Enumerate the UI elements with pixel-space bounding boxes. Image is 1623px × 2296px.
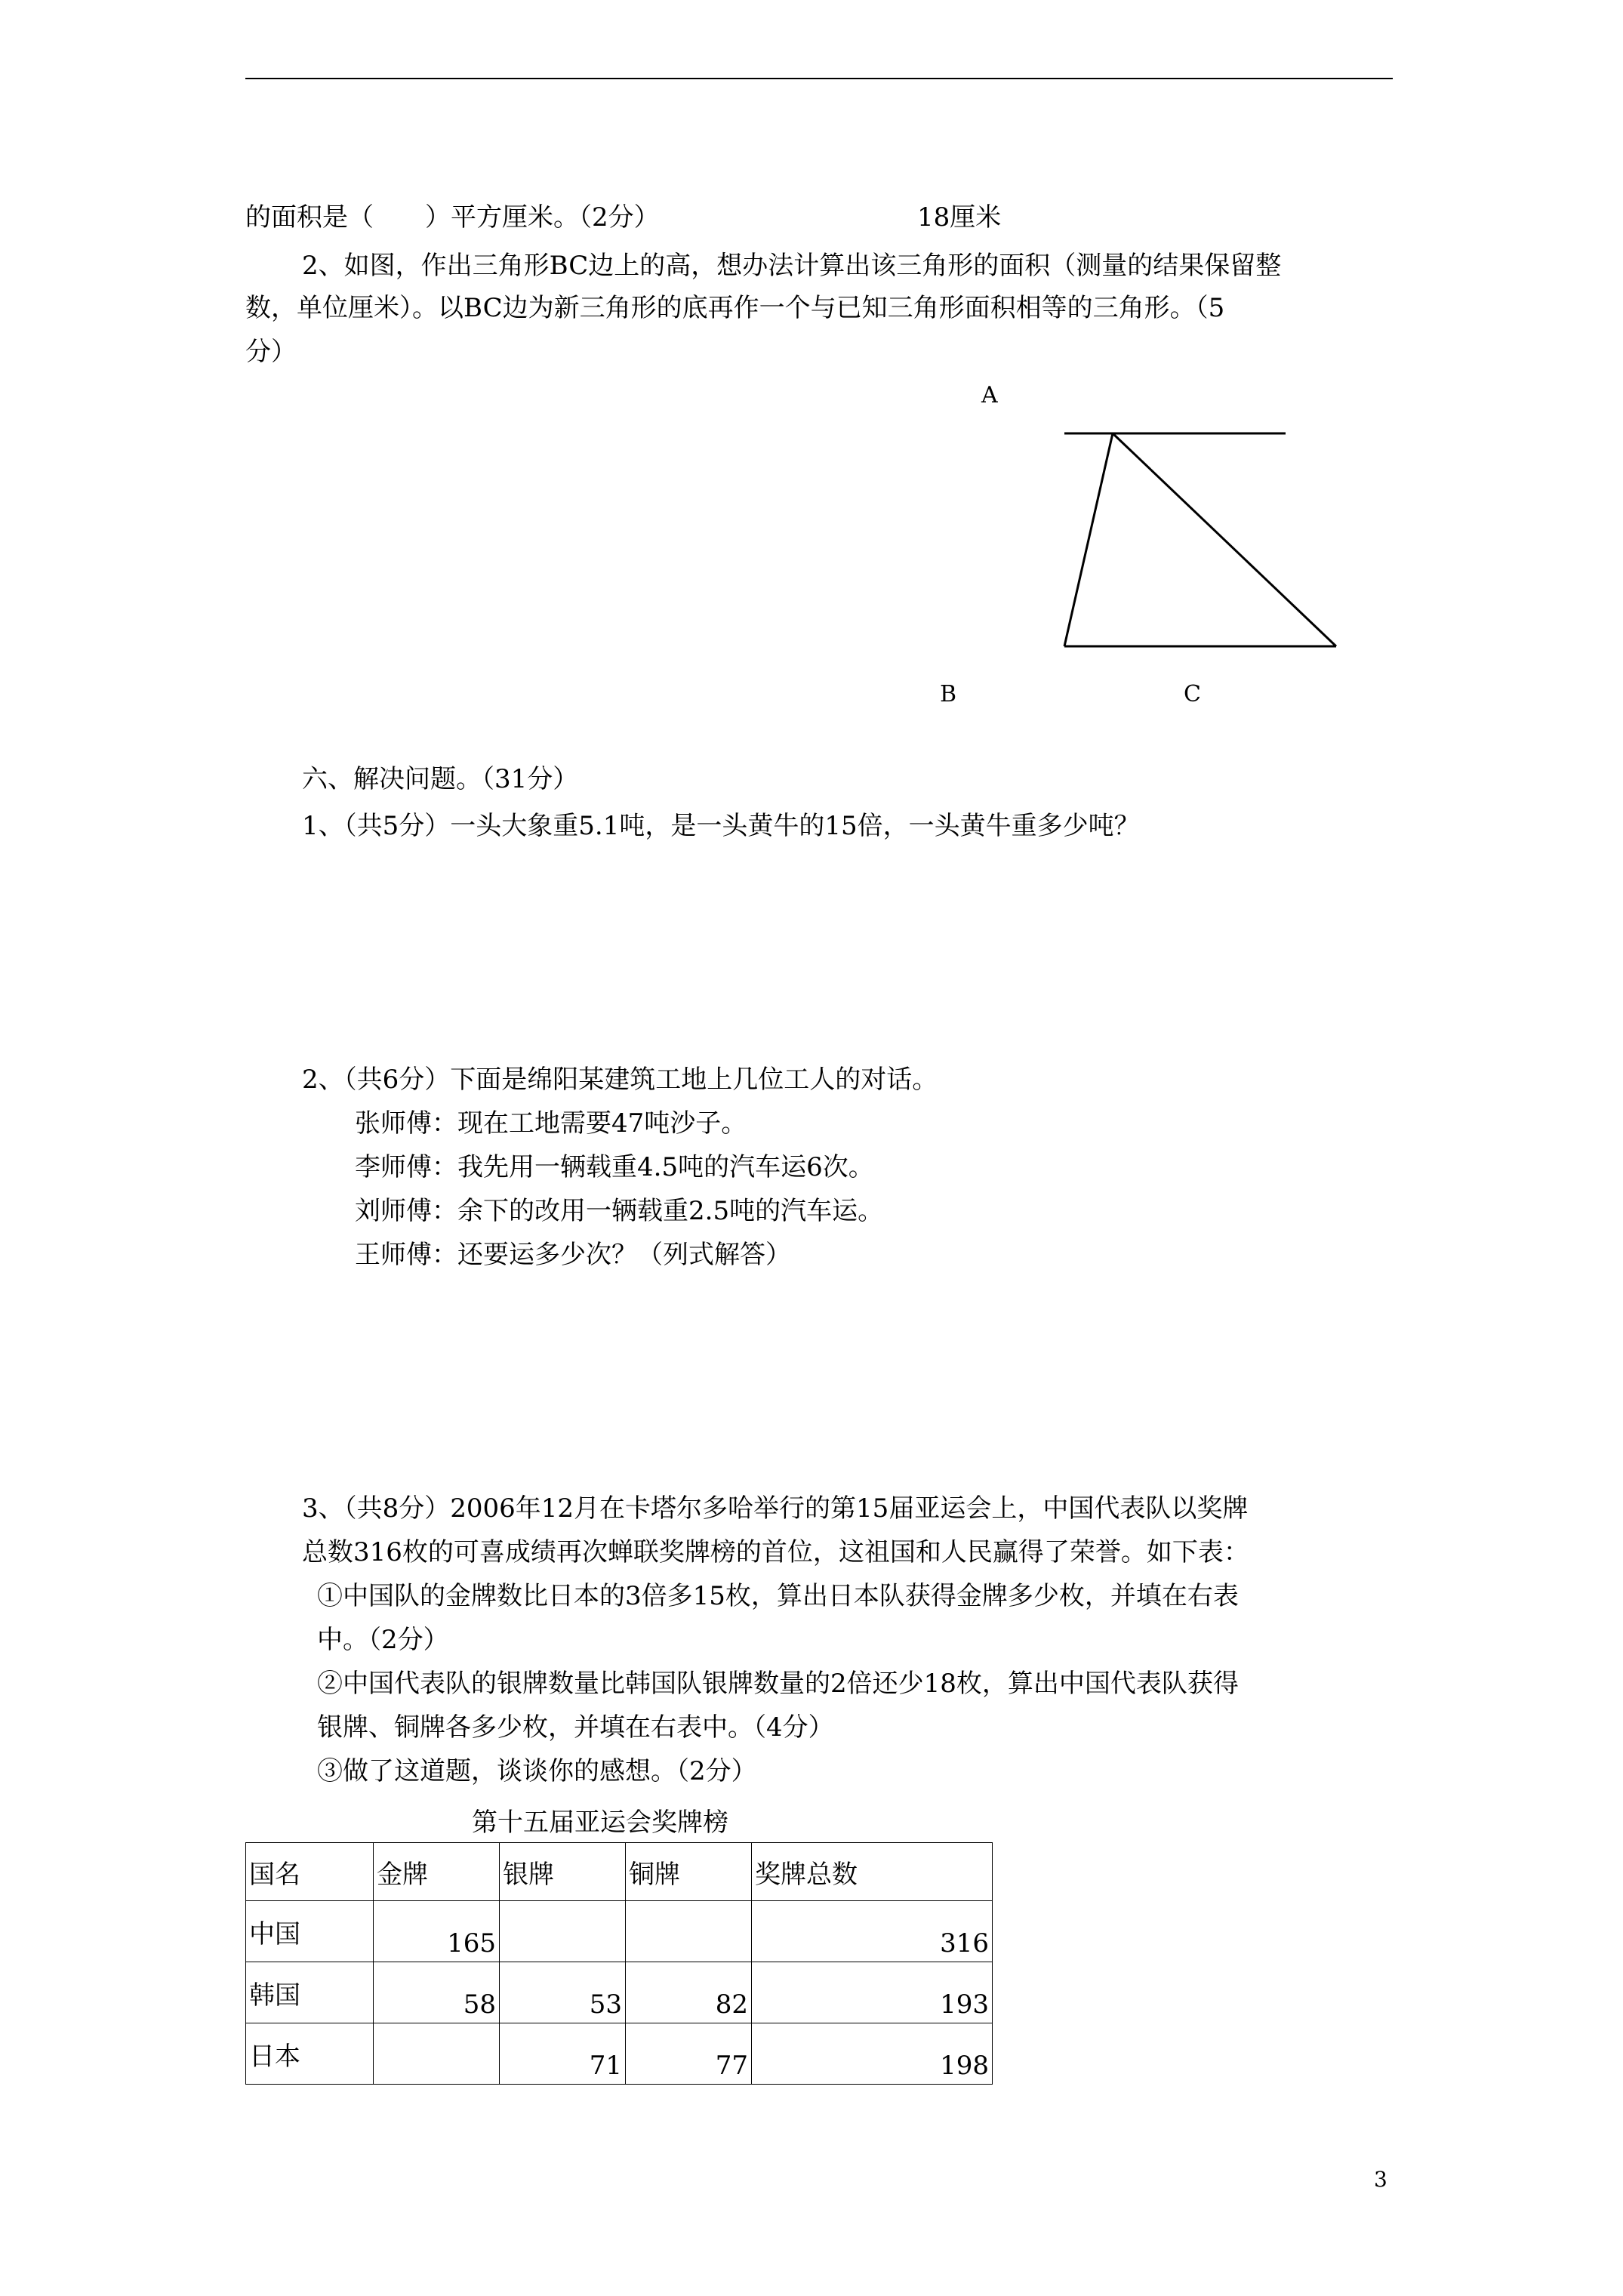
problem-3-part-1-line-2: 中。（2分） bbox=[317, 1625, 449, 1655]
header-country: 国名 bbox=[246, 1843, 374, 1901]
table-row bbox=[246, 1901, 993, 1962]
cell-country: 中国 bbox=[246, 1901, 374, 1962]
dialogue-wang: 王师傅：还要运多少次？（列式解答） bbox=[355, 1240, 791, 1270]
cell-silver[interactable] bbox=[500, 1901, 626, 1962]
problem-3-part-2-line-2: 银牌、铜牌各多少枚，并填在右表中。（4分） bbox=[317, 1712, 834, 1743]
problem-3-line-2: 总数316枚的可喜成绩再次蝉联奖牌榜的首位，这祖国和人民赢得了荣誉。如下表： bbox=[302, 1537, 1249, 1567]
question-2-line-1: 2、如图，作出三角形BC边上的高，想办法计算出该三角形的面积（测量的结果保留整 bbox=[302, 251, 1282, 281]
cell-bronze[interactable] bbox=[626, 1901, 752, 1962]
triangle-side-ac bbox=[1113, 433, 1336, 646]
header-total: 奖牌总数 bbox=[752, 1843, 993, 1901]
problem-3-part-1-line-1: ①中国队的金牌数比日本的3倍多15枚，算出日本队获得金牌多少枚，并填在右表 bbox=[317, 1581, 1239, 1611]
cell-country: 韩国 bbox=[246, 1962, 374, 2023]
table-row bbox=[246, 2023, 993, 2085]
section-6-heading: 六、解决问题。（31分） bbox=[302, 764, 579, 794]
cell-total: 193 bbox=[752, 1962, 993, 2023]
cell-gold: 58 bbox=[374, 1962, 500, 2023]
medal-table-title: 第十五届亚运会奖牌榜 bbox=[472, 1808, 728, 1838]
header-bronze: 铜牌 bbox=[626, 1843, 752, 1901]
dialogue-zhang: 张师傅：现在工地需要47吨沙子。 bbox=[355, 1108, 747, 1139]
header-rule bbox=[245, 78, 1393, 79]
vertex-label-b: B bbox=[940, 681, 957, 707]
problem-3-part-3: ③做了这道题，谈谈你的感想。（2分） bbox=[317, 1756, 757, 1786]
cell-bronze: 82 bbox=[626, 1962, 752, 2023]
cell-silver: 53 bbox=[500, 1962, 626, 2023]
question-2-line-3: 分） bbox=[245, 337, 297, 367]
problem-3-line-1: 3、（共8分）2006年12月在卡塔尔多哈举行的第15届亚运会上，中国代表队以奖牌 bbox=[302, 1493, 1249, 1524]
cell-gold: 165 bbox=[374, 1901, 500, 1962]
dialogue-liu: 刘师傅：余下的改用一辆载重2.5吨的汽车运。 bbox=[355, 1196, 884, 1226]
length-label-18cm: 18厘米 bbox=[917, 202, 1002, 233]
header-gold: 金牌 bbox=[374, 1843, 500, 1901]
vertex-label-a: A bbox=[981, 382, 998, 408]
cell-bronze: 77 bbox=[626, 2023, 752, 2085]
cell-silver: 71 bbox=[500, 2023, 626, 2085]
problem-2: 2、（共6分）下面是绵阳某建筑工地上几位工人的对话。 bbox=[302, 1065, 938, 1095]
header-silver: 银牌 bbox=[500, 1843, 626, 1901]
cell-gold[interactable] bbox=[374, 2023, 500, 2085]
dialogue-li: 李师傅：我先用一辆载重4.5吨的汽车运6次。 bbox=[355, 1152, 874, 1182]
question-2-line-2: 数，单位厘米）。以BC边为新三角形的底再作一个与已知三角形面积相等的三角形。（5 bbox=[245, 293, 1225, 323]
fragment-area-line: 的面积是（ ）平方厘米。（2分） bbox=[245, 202, 660, 233]
page-number: 3 bbox=[1374, 2167, 1387, 2192]
medal-table bbox=[245, 1842, 993, 2085]
cell-country: 日本 bbox=[246, 2023, 374, 2085]
table-header-row bbox=[246, 1843, 993, 1901]
table-row bbox=[246, 1962, 993, 2023]
problem-1: 1、（共5分）一头大象重5.1吨，是一头黄牛的15倍，一头黄牛重多少吨？ bbox=[302, 811, 1140, 841]
problem-3-part-2-line-1: ②中国代表队的银牌数量比韩国队银牌数量的2倍还少18枚，算出中国代表队获得 bbox=[317, 1669, 1239, 1699]
triangle-side-ab bbox=[1064, 433, 1113, 646]
vertex-label-c: C bbox=[1184, 681, 1201, 707]
cell-total: 316 bbox=[752, 1901, 993, 1962]
cell-total: 198 bbox=[752, 2023, 993, 2085]
